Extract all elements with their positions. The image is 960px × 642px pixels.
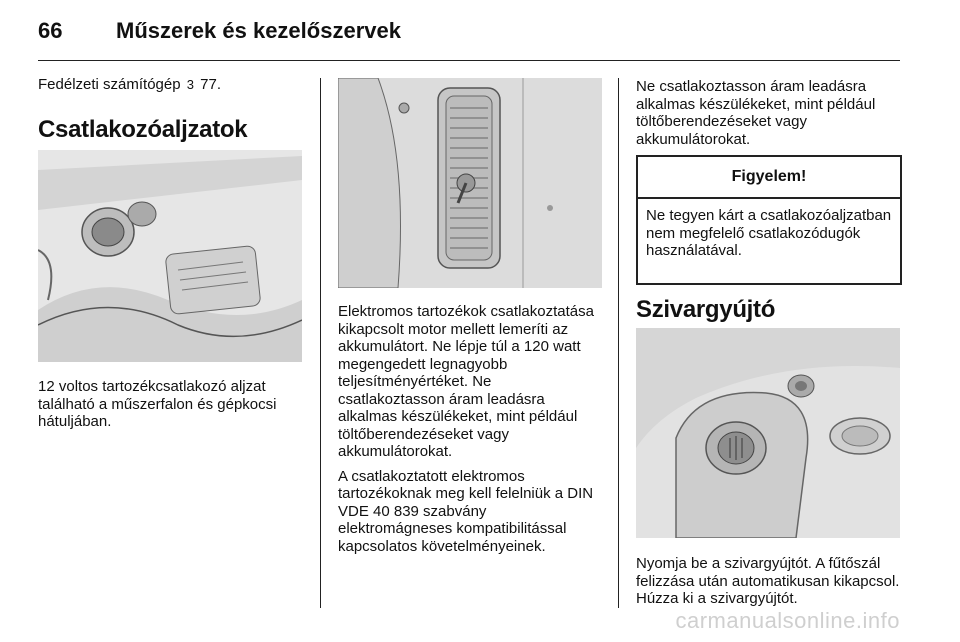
rear-socket-illustration <box>338 78 602 288</box>
cross-reference-icon: 3 <box>186 77 194 92</box>
socket-dashboard-figure <box>38 150 302 362</box>
column-1 <box>38 76 306 144</box>
column-2-paragraph-2: A csatlakoztatott elektromos tartozékoknak meg kell felelniük a DIN VDE 40 839 szabvány elektromágneses kompatibilitással kapcsolatos követelményeinek. <box>338 467 594 555</box>
warning-body <box>638 199 900 268</box>
page-number: 66 <box>38 18 63 43</box>
lighter-caption: Nyomja be a szivargyújtót. A fűtőszál felizzása után automatikusan kikapcsol. Húzza ki a szivargyújtót. <box>636 555 900 607</box>
section-heading-sockets: Csatlakozóaljzatok <box>38 115 248 143</box>
column-divider-left <box>320 78 321 608</box>
column-3 <box>636 78 902 148</box>
watermark: carmanualsonline.info <box>675 608 900 633</box>
column-1-caption <box>38 378 306 431</box>
warning-box <box>636 155 902 285</box>
column-2 <box>338 303 602 555</box>
socket-illustration <box>38 150 302 362</box>
column-3-paragraph-1: Ne csatlakoztasson áram leadásra alkalmas készülékeket, mint például töltőberendezéseket vagy akkumulátorokat. <box>636 78 876 148</box>
warning-text: Ne tegyen kárt a csatlakozóaljzatban nem megfelelő csatlakozódugók használatával. <box>646 207 892 259</box>
cigarette-lighter-heading-block <box>636 296 902 324</box>
rear-socket-figure <box>338 78 602 288</box>
column-divider-right <box>618 78 619 608</box>
warning-title: Figyelem! <box>638 157 900 199</box>
chapter-title: Műszerek és kezelőszervek <box>116 18 401 43</box>
lighter-illustration <box>636 328 900 538</box>
section-heading-lighter: Szivargyújtó <box>636 296 776 323</box>
socket-caption: 12 voltos tartozékcsatlakozó aljzat található a műszerfalon és gépkocsi hátuljában. <box>38 378 277 430</box>
column-3-caption <box>636 555 902 608</box>
page-header <box>38 14 401 48</box>
intro-line <box>38 76 306 94</box>
column-2-paragraph-1: Elektromos tartozékok csatlakoztatása kikapcsolt motor mellett lemeríti az akkumulátort. Ne lépje túl a 120 watt megengedett legnagyobb teljesítményértéket. Ne csatlakoztasson áram leadásra alkalmas készülékeket, mint például töltőberendezéseket vagy akkumulátorokat. <box>338 303 594 460</box>
intro-prefix: Fedélzeti számítógép <box>38 76 181 93</box>
intro-page-link[interactable]: 77. <box>200 76 222 93</box>
cigarette-lighter-figure <box>636 328 900 538</box>
header-rule <box>38 60 900 61</box>
